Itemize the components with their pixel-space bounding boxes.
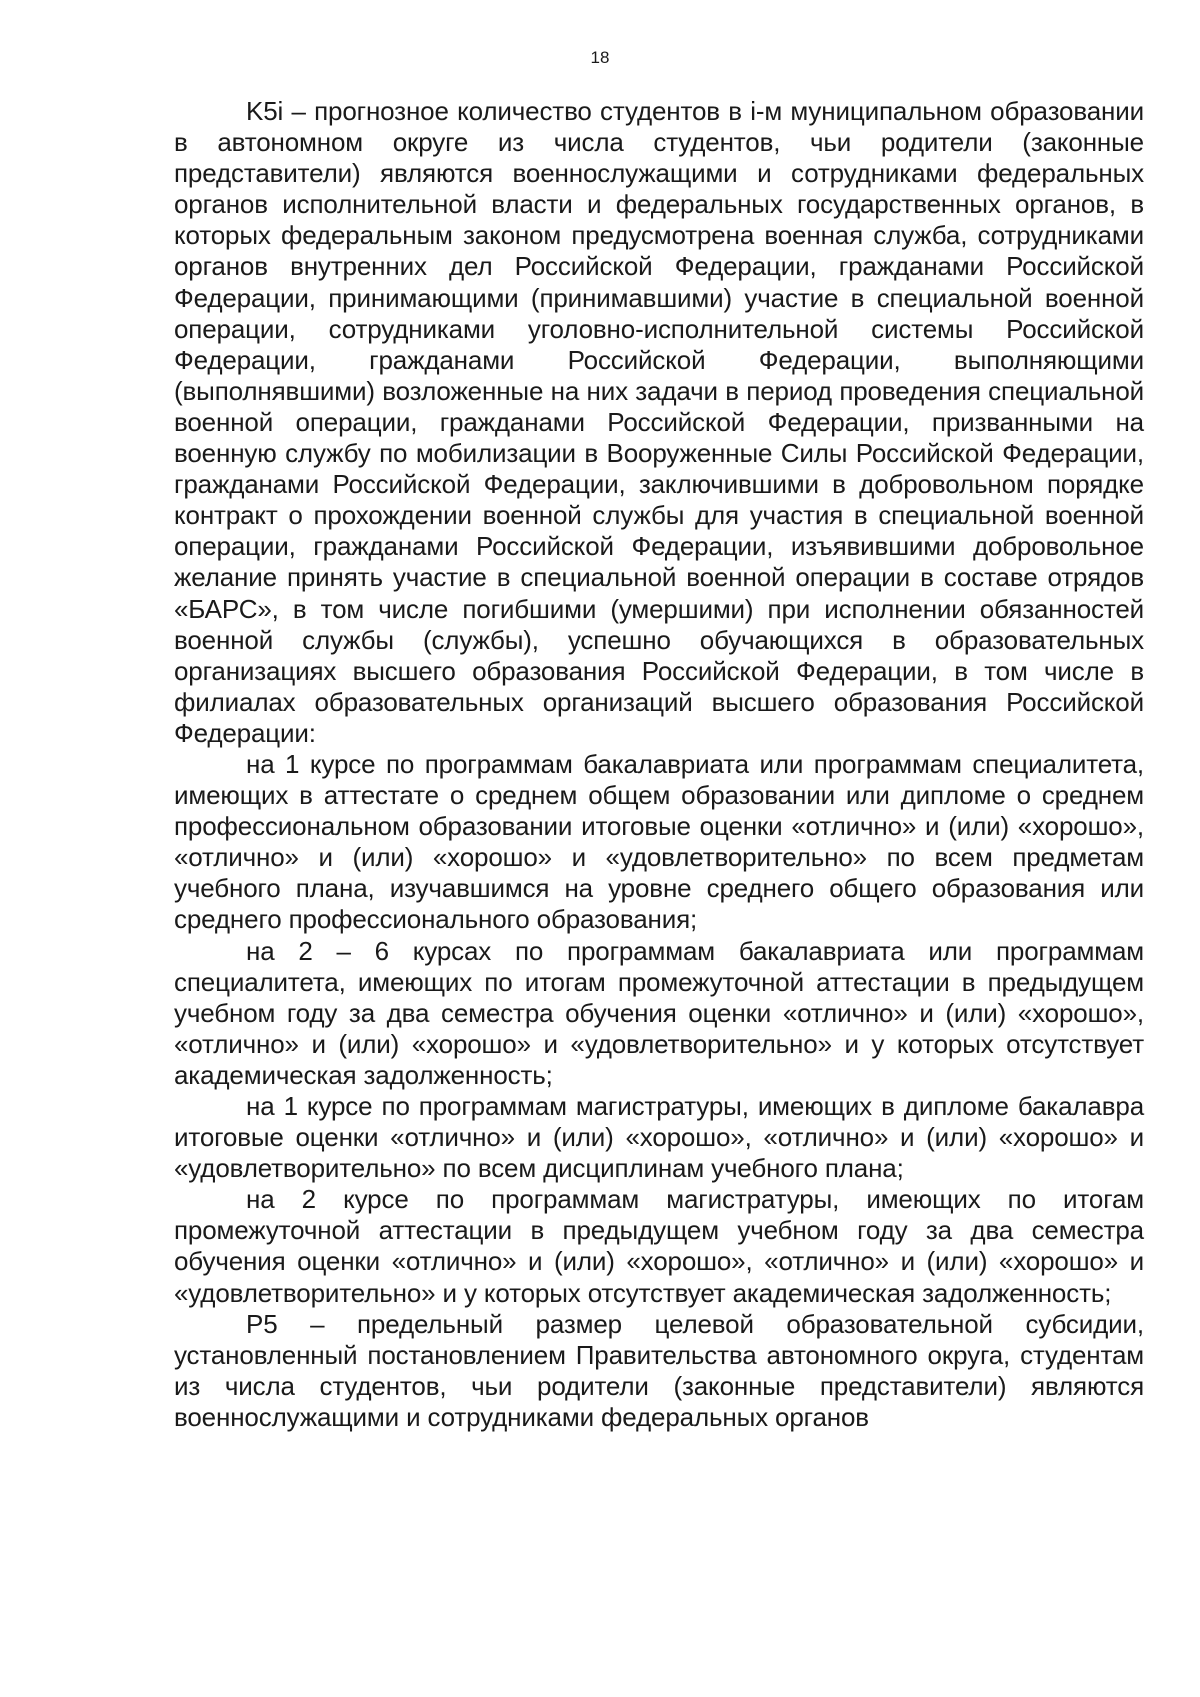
paragraph-master-year2: на 2 курсе по программам магистратуры, имеющих по итогам промежуточной аттестации в предыдущем учебном году за два семестра обучения оценки «отлично» и (или) «хорошо», «отлично» и (или) «хорошо» и «удовлетворительно» и у которых отсутствует академическая задолженность; [174,1184,1144,1308]
paragraph-master-year1: на 1 курсе по программам магистратуры, имеющих в дипломе бакалавра итоговые оценки «отлично» и (или) «хорошо», «отлично» и (или) «хорошо» и «удовлетворительно» по всем дисциплинам учебного плана; [174,1091,1144,1184]
paragraph-bachelor-years2-6: на 2 – 6 курсах по программам бакалавриата или программам специалитета, имеющих по итогам промежуточной аттестации в предыдущем учебном году за два семестра обучения оценки «отлично» и (или) «хорошо», «отлично» и (или) «хорошо» и «удовлетворительно» и у которых отсутствует академическая задолженность; [174,935,1144,1090]
paragraph-bachelor-year1: на 1 курсе по программам бакалавриата или программам специалитета, имеющих в аттестате о среднем общем образовании или дипломе о среднем профессиональном образовании итоговые оценки «отлично» и (или) «хорошо», «отлично» и (или) «хорошо» и «удовлетворительно» по всем предметам учебного плана, изучавшимся на уровне среднего общего образования или среднего профессионального образования; [174,748,1144,935]
document-body [174,96,1144,1433]
paragraph-p5-definition: P5 – предельный размер целевой образовательной субсидии, установленный постановлением Правительства автономного округа, студентам из числа студентов, чьи родители (законные представители) являются военнослужащими и сотрудниками федеральных органов [174,1308,1144,1432]
page-number: 18 [590,48,610,67]
paragraph-k5i-definition: K5i – прогнозное количество студентов в i-м муниципальном образовании в автономном округе из числа студентов, чьи родители (законные представители) являются военнослужащими и сотрудниками федеральных органов исполнительной власти и федеральных государственных органов, в которых федеральным законом предусмотрена военная служба, сотрудниками органов внутренних дел Российской Федерации, гражданами Российской Федерации, принимающими (принимавшими) участие в специальной военной операции, сотрудниками уголовно-исполнительной системы Российской Федерации, гражданами Российской Федерации, выполняющими (выполнявшими) возложенные на них задачи в период проведения специальной военной операции, гражданами Российской Федерации, призванными на военную службу по мобилизации в Вооруженные Силы Российской Федерации, гражданами Российской Федерации, заключившими в добровольном порядке контракт о прохождении военной службы для участия в специальной военной операции, гражданами Российской Федерации, изъявившими добровольное желание принять участие в специальной военной операции в составе отрядов «БАРС», в том числе погибшими (умершими) при исполнении обязанностей военной службы (службы), успешно обучающихся в образовательных организациях высшего образования Российской Федерации, в том числе в филиалах образовательных организаций высшего образования Российской Федерации: [174,96,1144,748]
